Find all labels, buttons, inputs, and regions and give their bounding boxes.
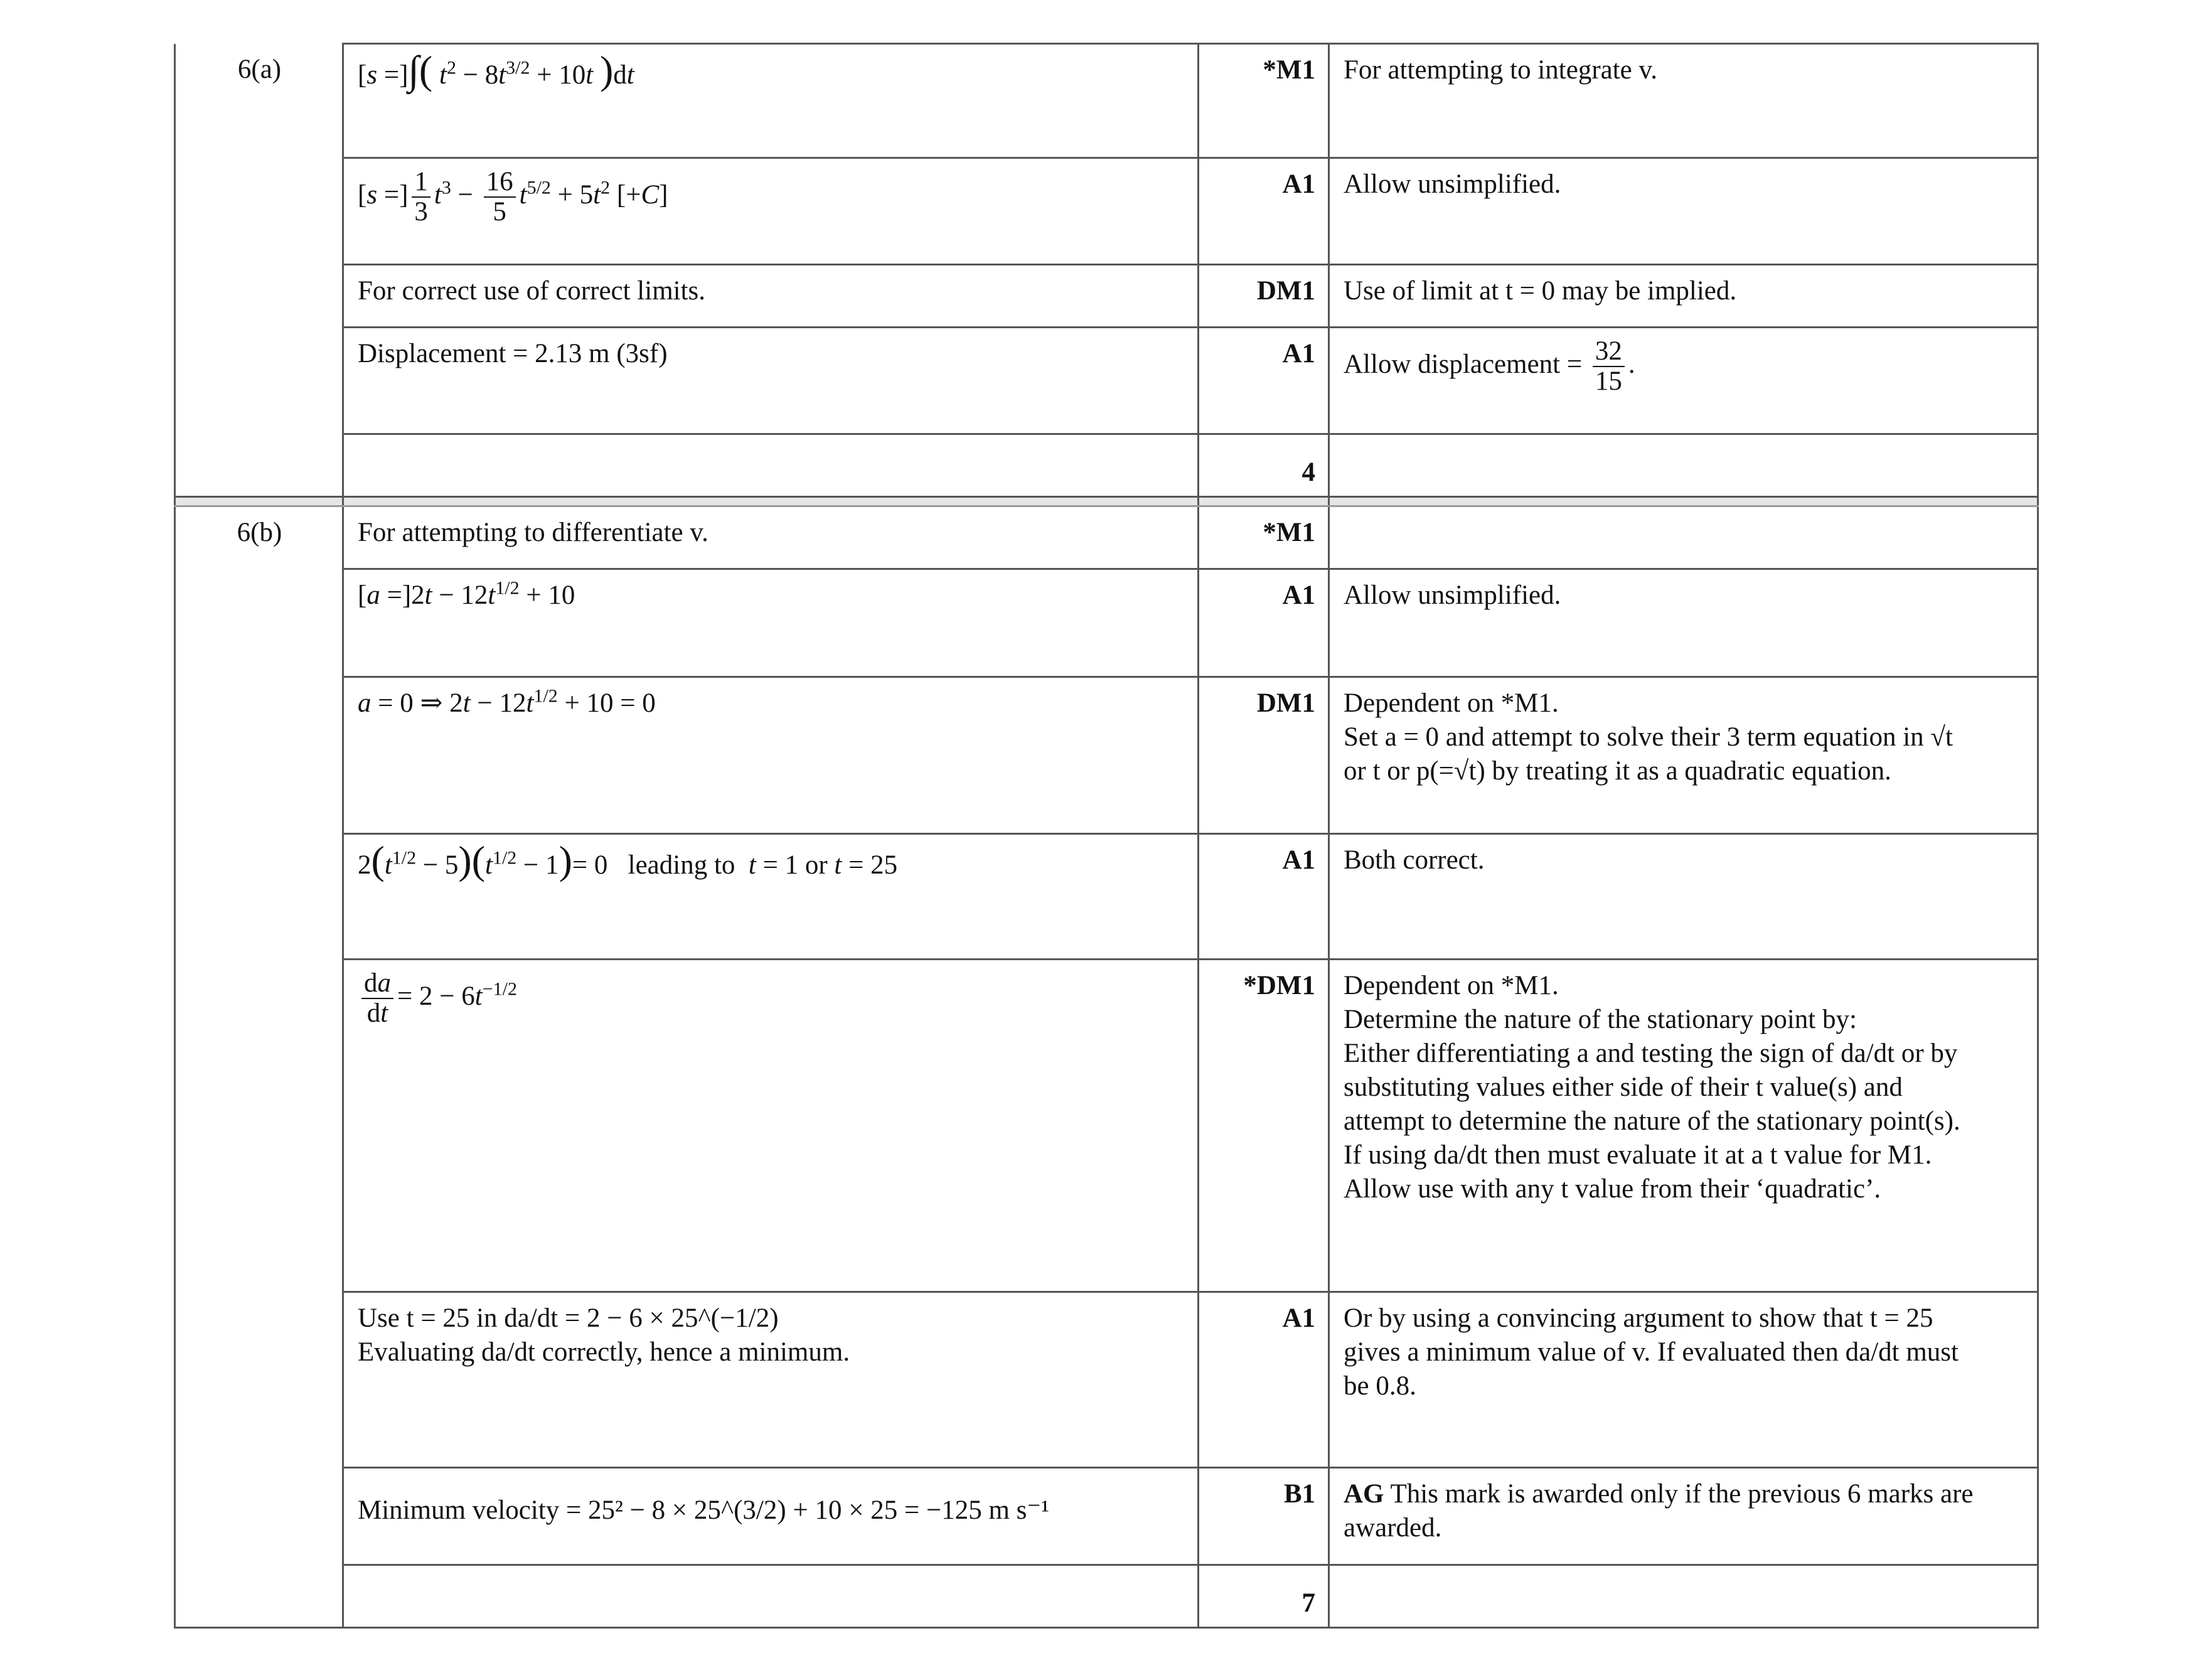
answer-cell (343, 677, 1199, 834)
mark-code: *M1 (1199, 44, 1329, 158)
mark-code: B1 (1199, 1468, 1329, 1565)
table-row (175, 265, 2038, 328)
answer-cell (343, 960, 1199, 1292)
integral-expression: [s =]∫( $t^2 - 8t^{3/2} + 10t$ )dt (358, 48, 634, 92)
guidance-cell (1329, 434, 2038, 497)
factorised-equation: $2(t^{1/2} - 5)(t^{1/2} - 1)= 0$ leading to t = 1 or t = 25 (358, 838, 898, 882)
marks-total: 4 (1199, 434, 1329, 497)
table-row (175, 834, 2038, 960)
mark-code: A1 (1199, 328, 1329, 434)
table-row (175, 569, 2038, 677)
mark-scheme-table (174, 43, 2039, 1629)
guidance-cell: Or by using a convincing argument to show that t = 25 gives a minimum value of v. If evaluated then da/dt must be 0.8. (1329, 1292, 2038, 1468)
guidance-cell (1329, 1565, 2038, 1628)
table-row (175, 1565, 2038, 1628)
guidance-cell: Allow displacement = $\frac{32}{15}$ . (1329, 328, 2038, 434)
answer-cell (343, 1565, 1199, 1628)
answer-cell: For correct use of correct limits. (343, 265, 1199, 328)
zero-acceleration-equation: a = 0 ⇒ $2t - 12t^{1/2} + 10 = 0$ (358, 685, 656, 718)
mark-code: DM1 (1199, 265, 1329, 328)
guidance-cell: For attempting to integrate v. (1329, 44, 2038, 158)
table-row (175, 328, 2038, 434)
table-row (175, 434, 2038, 497)
marks-total: 7 (1199, 1565, 1329, 1628)
answer-cell: Use t = 25 in da/dt = 2 − 6 × 25^(−1/2) Evaluating da/dt correctly, hence a minimum. (343, 1292, 1199, 1468)
section-divider (175, 497, 2038, 506)
answer-cell (343, 158, 1199, 265)
table-row (175, 1292, 2038, 1468)
guidance-cell (1329, 506, 2038, 569)
mark-code: DM1 (1199, 677, 1329, 834)
question-number: 6(a) (175, 44, 343, 497)
table-row (175, 158, 2038, 265)
answer-cell (343, 44, 1199, 158)
answer-cell (343, 434, 1199, 497)
answer-cell (343, 834, 1199, 960)
guidance-cell: Use of limit at t = 0 may be implied. (1329, 265, 2038, 328)
guidance-cell: Allow unsimplified. (1329, 158, 2038, 265)
answer-cell: For attempting to differentiate v. (343, 506, 1199, 569)
table-row (175, 506, 2038, 569)
table-row (175, 677, 2038, 834)
table-row (175, 44, 2038, 158)
mark-code: *DM1 (1199, 960, 1329, 1292)
guidance-cell: Both correct. (1329, 834, 2038, 960)
acceleration-expression: $[a =]2t - 12t^{1/2} + 10$ (358, 577, 575, 610)
guidance-cell: Dependent on *M1. Set a = 0 and attempt to solve their 3 term equation in √t or t or p(=√t) by treating it as a quadratic equation. (1329, 677, 2038, 834)
mark-code: *M1 (1199, 506, 1329, 569)
mark-code: A1 (1199, 1292, 1329, 1468)
table-row (175, 1468, 2038, 1565)
guidance-cell: AG This mark is awarded only if the previous 6 marks are awarded. (1329, 1468, 2038, 1565)
guidance-cell: Allow unsimplified. (1329, 569, 2038, 677)
mark-code: A1 (1199, 569, 1329, 677)
question-number: 6(b) (175, 506, 343, 1628)
mark-code: A1 (1199, 834, 1329, 960)
derivative-expression: $\frac{da}{dt}$ = $2 - 6t^{-1/2}$ (358, 982, 517, 1011)
table-row (175, 960, 2038, 1292)
antiderivative-expression: [s =] $\frac{1}{3}$ $t^3$ − $\frac{16}{5}$ $t^{5/2} + 5t^2$ [+C] (358, 167, 668, 227)
answer-cell: Minimum velocity = 25² − 8 × 25^(3/2) + 10 × 25 = −125 m s⁻¹ (343, 1468, 1199, 1565)
mark-code: A1 (1199, 158, 1329, 265)
answer-cell: Displacement = 2.13 m (3sf) (343, 328, 1199, 434)
answer-cell (343, 569, 1199, 677)
guidance-cell: Dependent on *M1. Determine the nature of the stationary point by: Either differentiating a and testing the sign of da/dt or by substituting values either side of their t value(s) and attempt to determine the nature of the stationary point(s). If using da/dt then must evaluate it at a t value for M1. Allow use with any t value from their ‘quadratic’. (1329, 960, 2038, 1292)
